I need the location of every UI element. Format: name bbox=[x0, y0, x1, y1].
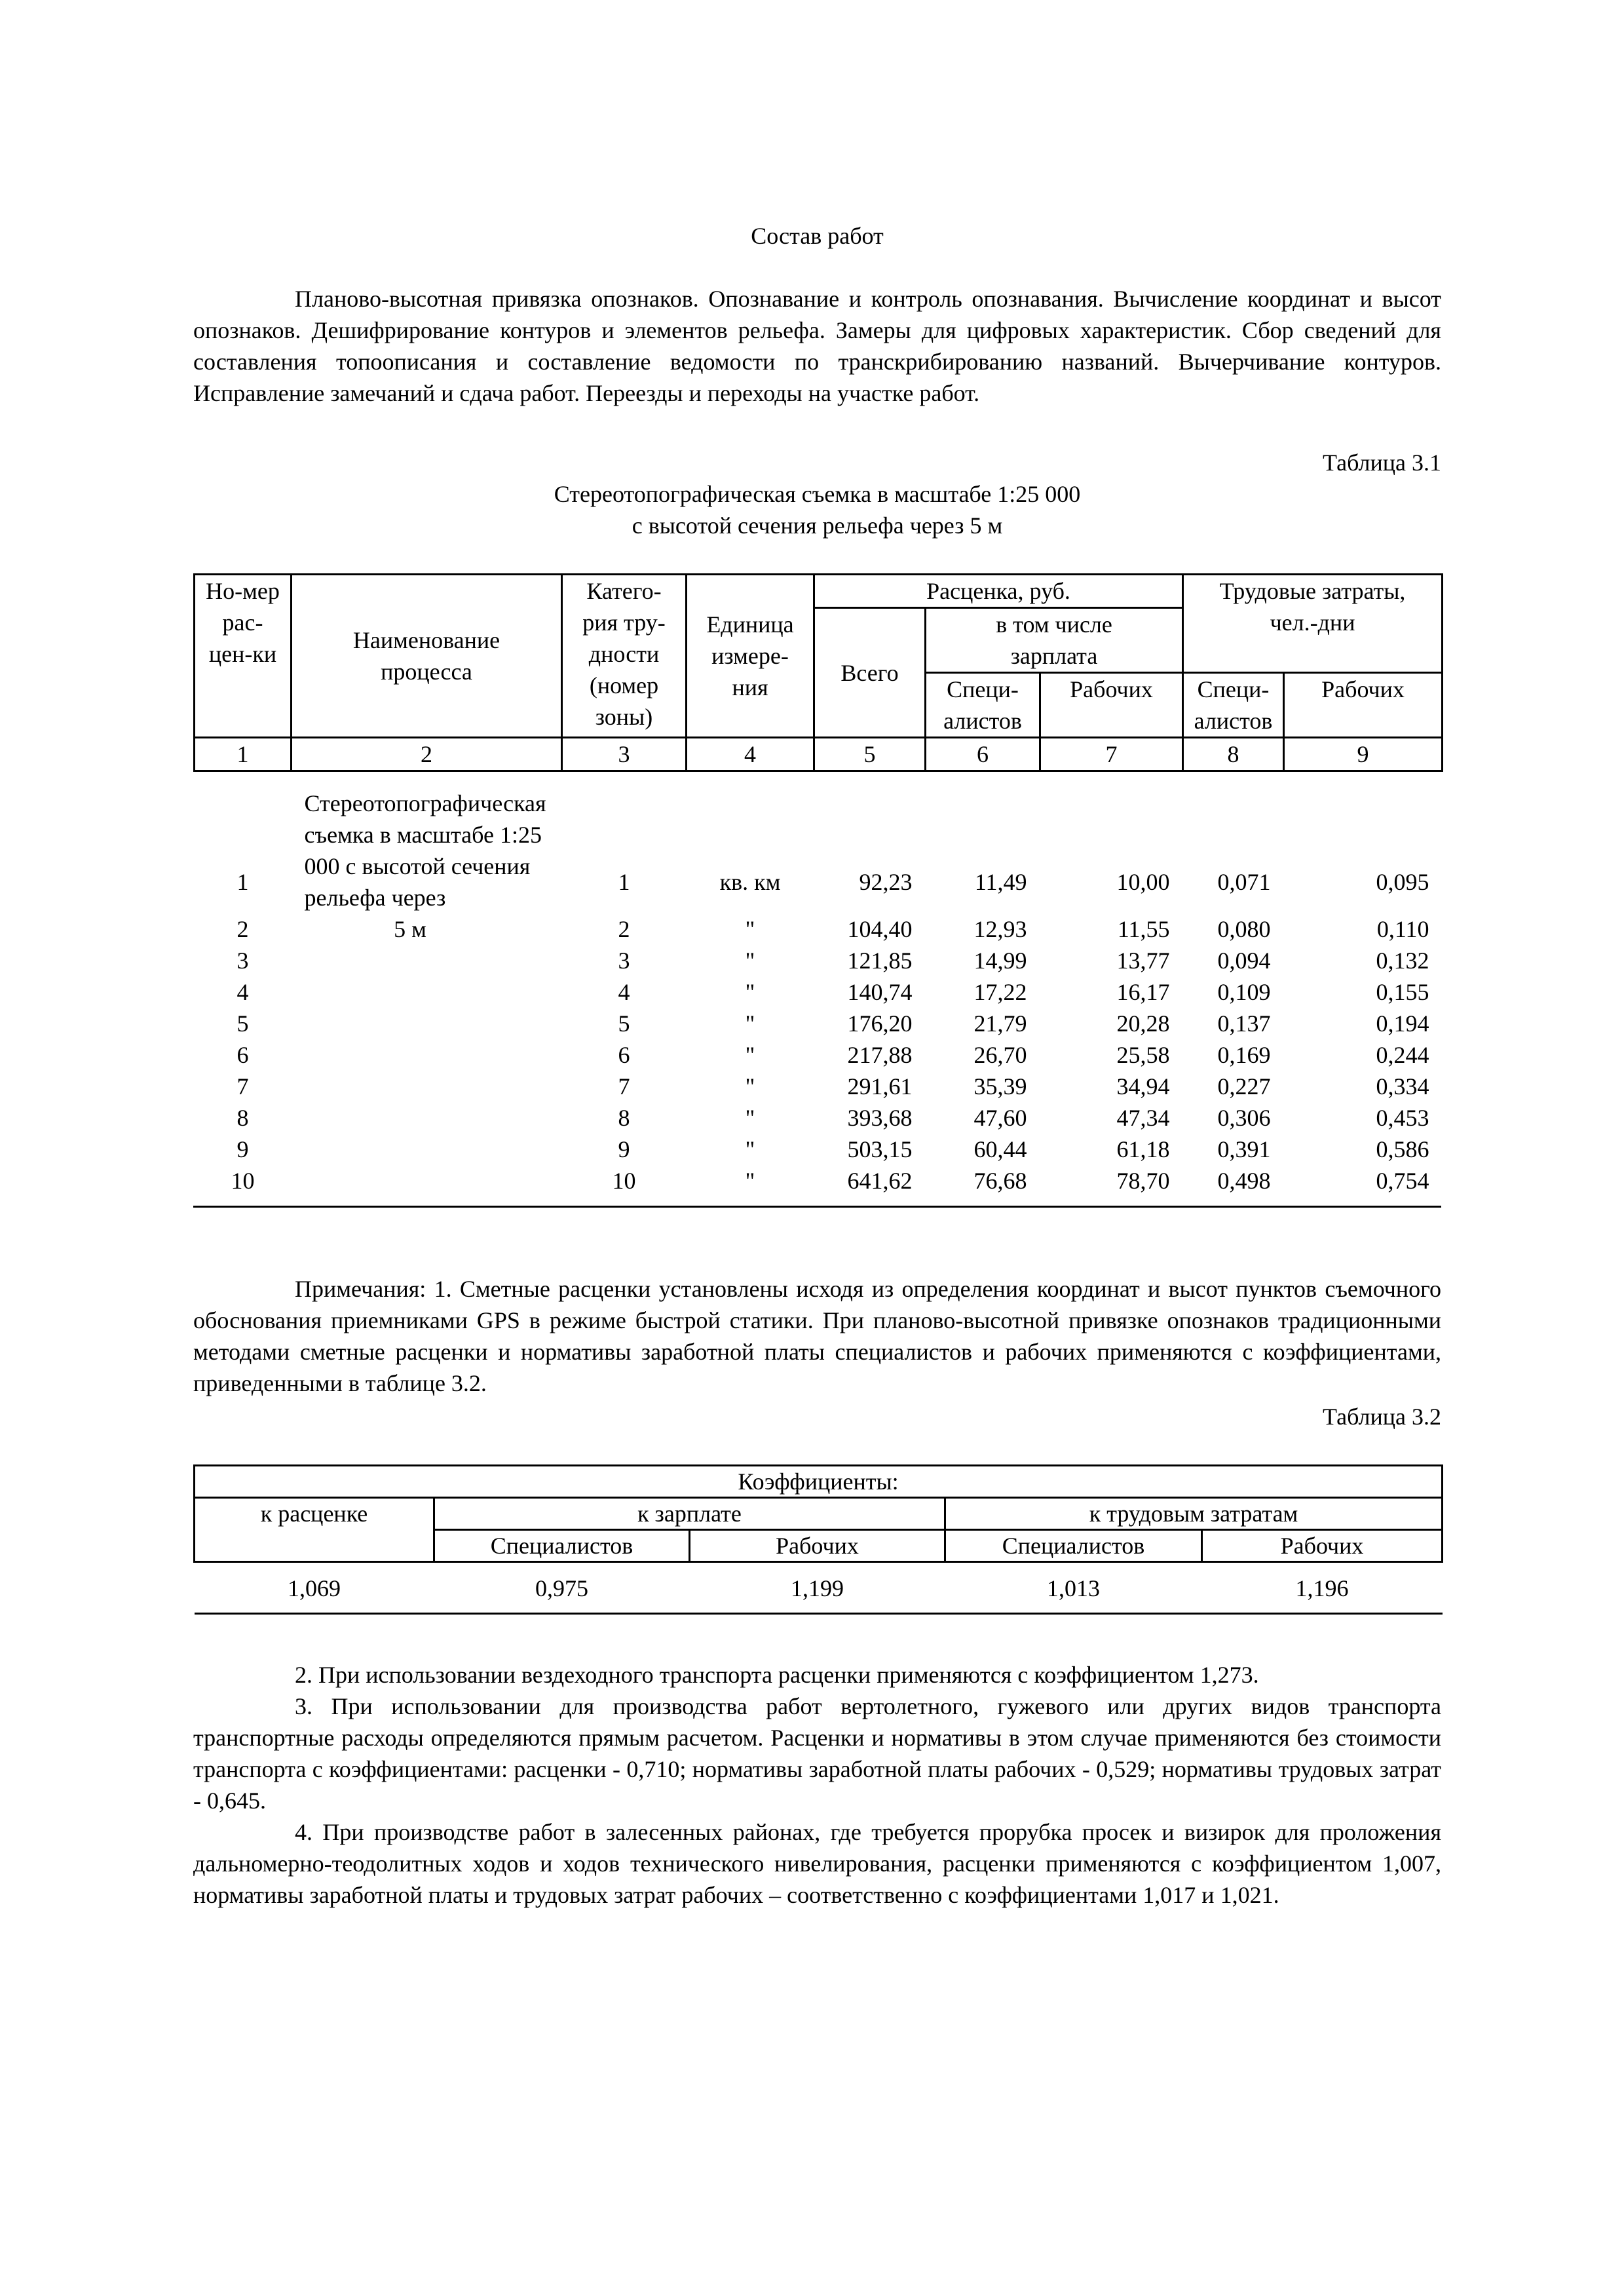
row-spec: 11,49 bbox=[974, 869, 1027, 895]
row-labor-spec: 0,498 bbox=[1217, 1168, 1271, 1194]
note4-text: 4. При производстве работ в залесенных районах, где требуется прорубка просек и визирок для проложения дальномерно-теодолитных ходов и ходов технического нивелирования, расценки применяются с коэффициентом 1,007, нормативы заработной платы и трудовых затрат рабочих – соответственно с коэффициентами 1,017 и 1,021. bbox=[193, 1819, 1441, 1908]
row-labor-spec: 0,306 bbox=[1217, 1105, 1271, 1131]
row-total: 641,62 bbox=[847, 1168, 913, 1194]
intro-text: Планово-высотная привязка опознаков. Опознавание и контроль опознавания. Вычисление координат и высот опознаков. Дешифрирование контуров и элементов рельефа. Замеры для цифровых характеристик. Сбор сведений для составления топоописания и составление ведомости по транскрибированию названий. Вычерчивание контуров. Исправление замечаний и сдача работ. Переезды и переходы на участке работ. bbox=[193, 286, 1441, 406]
row-work: 78,70 bbox=[1116, 1168, 1170, 1194]
row-labor-work: 0,453 bbox=[1376, 1105, 1429, 1131]
coefficients-title: Коэффициенты: bbox=[195, 1466, 1443, 1498]
row-unit: " bbox=[745, 947, 755, 974]
row-work: 25,58 bbox=[1116, 1042, 1170, 1068]
row-labor-spec: 0,109 bbox=[1217, 979, 1271, 1005]
row-category: 3 bbox=[618, 947, 630, 974]
row-total: 393,68 bbox=[847, 1105, 913, 1131]
row-num: 8 bbox=[236, 1105, 249, 1131]
row-labor-work: 0,754 bbox=[1376, 1168, 1429, 1194]
table-row bbox=[195, 913, 1443, 945]
row-category: 9 bbox=[618, 1136, 630, 1162]
header-spec2: Специ-алистов bbox=[1183, 673, 1284, 738]
row-unit: " bbox=[745, 1042, 755, 1068]
header-to-labor: к трудовым затратам bbox=[945, 1498, 1443, 1530]
row-unit: " bbox=[745, 979, 755, 1005]
row-num: 3 bbox=[236, 947, 249, 974]
coefficients-table bbox=[193, 1464, 1443, 1615]
row-labor-work: 0,334 bbox=[1376, 1073, 1429, 1100]
row-spec: 60,44 bbox=[973, 1136, 1027, 1162]
col-number: 2 bbox=[292, 738, 562, 771]
row-work: 13,77 bbox=[1116, 947, 1170, 974]
header-labor-spec: Специалистов bbox=[945, 1530, 1202, 1562]
table-row bbox=[195, 1071, 1443, 1102]
header-total: Всего bbox=[814, 608, 926, 738]
row-labor-spec: 0,391 bbox=[1217, 1136, 1271, 1162]
row-total: 92,23 bbox=[859, 869, 913, 895]
row-total: 217,88 bbox=[847, 1042, 913, 1068]
coef-salary-work: 1,199 bbox=[690, 1562, 945, 1614]
row-unit: " bbox=[745, 916, 755, 942]
row-spec: 12,93 bbox=[973, 916, 1027, 942]
row-labor-spec: 0,071 bbox=[1217, 869, 1271, 895]
row-unit: " bbox=[745, 1105, 755, 1131]
header-labor: Трудовые затраты, чел.-дни bbox=[1183, 575, 1443, 673]
table2-label: Таблица 3.2 bbox=[1323, 1404, 1441, 1430]
row-work: 34,94 bbox=[1116, 1073, 1170, 1100]
row-num: 7 bbox=[236, 1073, 249, 1100]
note1-paragraph bbox=[193, 1273, 1441, 1399]
header-labor-work: Рабочих bbox=[1202, 1530, 1443, 1562]
row-category: 8 bbox=[618, 1105, 630, 1131]
table-row bbox=[195, 771, 1443, 914]
header-category: Катего-рия тру-дности (номер зоны) bbox=[562, 575, 687, 738]
table-row bbox=[195, 945, 1443, 976]
header-salary-spec: Специалистов bbox=[434, 1530, 690, 1562]
note1-text: Примечания: 1. Сметные расценки установлены исходя из определения координат и высот пунктов съемочного обоснования приемниками GPS в режиме быстрой статики. При планово-высотной привязке опознаков традиционными методами сметные расценки и нормативы заработной платы специалистов и рабочих применяются с коэффициентами, приведенными в таблице 3.2. bbox=[193, 1276, 1441, 1396]
column-numbers-row bbox=[195, 738, 1443, 771]
header-spec: Специ-алистов bbox=[926, 673, 1040, 738]
row-work: 61,18 bbox=[1116, 1136, 1170, 1162]
header-incl: в том числе зарплата bbox=[926, 608, 1183, 673]
coefficients-row bbox=[195, 1562, 1443, 1614]
coef-salary-spec: 0,975 bbox=[434, 1562, 690, 1614]
table-row bbox=[195, 976, 1443, 1008]
table1-bottom-rule bbox=[193, 1206, 1441, 1208]
row-total: 176,20 bbox=[847, 1010, 913, 1037]
header-work2: Рабочих bbox=[1284, 673, 1443, 738]
row-category: 7 bbox=[618, 1073, 630, 1100]
row-labor-spec: 0,080 bbox=[1217, 916, 1271, 942]
header-unit: Единица измере-ния bbox=[687, 575, 814, 738]
coef-price: 1,069 bbox=[195, 1562, 434, 1614]
row-num: 2 bbox=[236, 916, 249, 942]
process-name-tail: 5 м bbox=[394, 916, 426, 942]
row-spec: 17,22 bbox=[973, 979, 1027, 1005]
row-category: 2 bbox=[618, 916, 630, 942]
header-salary-work: Рабочих bbox=[690, 1530, 945, 1562]
row-unit: кв. км bbox=[719, 869, 781, 895]
row-unit: " bbox=[745, 1168, 755, 1194]
row-num: 10 bbox=[231, 1168, 255, 1194]
header-num: Но-мер рас-цен-ки bbox=[195, 575, 292, 738]
col-number: 4 bbox=[687, 738, 814, 771]
row-num: 4 bbox=[236, 979, 249, 1005]
row-labor-spec: 0,137 bbox=[1217, 1010, 1271, 1037]
row-work: 47,34 bbox=[1116, 1105, 1170, 1131]
row-category: 10 bbox=[612, 1168, 636, 1194]
rates-table bbox=[193, 573, 1443, 1196]
col-number: 3 bbox=[562, 738, 687, 771]
note2-text: 2. При использовании вездеходного транспорта расценки применяются с коэффициентом 1,273. bbox=[295, 1662, 1259, 1688]
notes-block bbox=[193, 1659, 1441, 1911]
row-spec: 21,79 bbox=[973, 1010, 1027, 1037]
row-labor-work: 0,586 bbox=[1376, 1136, 1429, 1162]
col-number: 6 bbox=[926, 738, 1040, 771]
row-labor-work: 0,095 bbox=[1376, 869, 1429, 895]
row-labor-work: 0,244 bbox=[1376, 1042, 1429, 1068]
row-unit: " bbox=[745, 1073, 755, 1100]
row-unit: " bbox=[745, 1010, 755, 1037]
table-row bbox=[195, 1008, 1443, 1039]
table-row bbox=[195, 1039, 1443, 1071]
row-total: 503,15 bbox=[847, 1136, 913, 1162]
header-name: Наименование процесса bbox=[292, 575, 562, 738]
row-labor-work: 0,194 bbox=[1376, 1010, 1429, 1037]
row-num: 9 bbox=[236, 1136, 249, 1162]
row-category: 1 bbox=[618, 869, 630, 895]
row-spec: 14,99 bbox=[973, 947, 1027, 974]
col-number: 9 bbox=[1284, 738, 1443, 771]
row-work: 10,00 bbox=[1116, 869, 1170, 895]
row-category: 6 bbox=[618, 1042, 630, 1068]
row-labor-spec: 0,094 bbox=[1217, 947, 1271, 974]
row-unit: " bbox=[745, 1136, 755, 1162]
process-name: Стереотопографическая съемка в масштабе 1:25 000 с высотой сечения рельефа через bbox=[304, 790, 546, 911]
col-number: 5 bbox=[814, 738, 926, 771]
row-work: 20,28 bbox=[1116, 1010, 1170, 1037]
table-row bbox=[195, 1165, 1443, 1196]
header-to-price: к расценке bbox=[195, 1498, 434, 1562]
row-num: 6 bbox=[236, 1042, 249, 1068]
coef-labor-work: 1,196 bbox=[1202, 1562, 1443, 1614]
table-row bbox=[195, 1102, 1443, 1134]
row-labor-spec: 0,169 bbox=[1217, 1042, 1271, 1068]
col-number: 7 bbox=[1040, 738, 1183, 771]
row-labor-spec: 0,227 bbox=[1217, 1073, 1271, 1100]
row-category: 4 bbox=[618, 979, 630, 1005]
row-spec: 76,68 bbox=[973, 1168, 1027, 1194]
header-price: Расценка, руб. bbox=[814, 575, 1183, 608]
row-work: 16,17 bbox=[1116, 979, 1170, 1005]
col-number: 1 bbox=[195, 738, 292, 771]
table1-caption-line2: с высотой сечения рельефа через 5 м bbox=[632, 512, 1003, 539]
row-spec: 35,39 bbox=[973, 1073, 1027, 1100]
row-spec: 26,70 bbox=[973, 1042, 1027, 1068]
row-labor-work: 0,132 bbox=[1376, 947, 1429, 974]
coef-labor-spec: 1,013 bbox=[945, 1562, 1202, 1614]
row-total: 121,85 bbox=[847, 947, 913, 974]
row-num: 1 bbox=[236, 869, 249, 895]
col-number: 8 bbox=[1183, 738, 1284, 771]
row-total: 104,40 bbox=[847, 916, 913, 942]
row-category: 5 bbox=[618, 1010, 630, 1037]
section-heading: Состав работ bbox=[751, 223, 884, 249]
note3-text: 3. При использовании для производства работ вертолетного, гужевого или других видов транспорта транспортные расходы определяются прямым расчетом. Расценки и нормативы в этом случае применяются без стоимости транспорта с коэффициентами: расценки - 0,710; нормативы заработной платы рабочих - 0,529; нормативы трудовых затрат - 0,645. bbox=[193, 1693, 1441, 1814]
table1-caption-line1: Стереотопографическая съемка в масштабе 1:25 000 bbox=[554, 481, 1081, 507]
row-num: 5 bbox=[236, 1010, 249, 1037]
row-total: 291,61 bbox=[847, 1073, 913, 1100]
table1-label: Таблица 3.1 bbox=[1323, 450, 1441, 476]
row-spec: 47,60 bbox=[973, 1105, 1027, 1131]
intro-paragraph bbox=[193, 283, 1441, 409]
row-labor-work: 0,110 bbox=[1376, 916, 1429, 942]
header-work: Рабочих bbox=[1040, 673, 1183, 738]
table-row bbox=[195, 1134, 1443, 1165]
row-labor-work: 0,155 bbox=[1376, 979, 1429, 1005]
header-to-salary: к зарплате bbox=[434, 1498, 945, 1530]
row-total: 140,74 bbox=[847, 979, 913, 1005]
row-work: 11,55 bbox=[1117, 916, 1170, 942]
